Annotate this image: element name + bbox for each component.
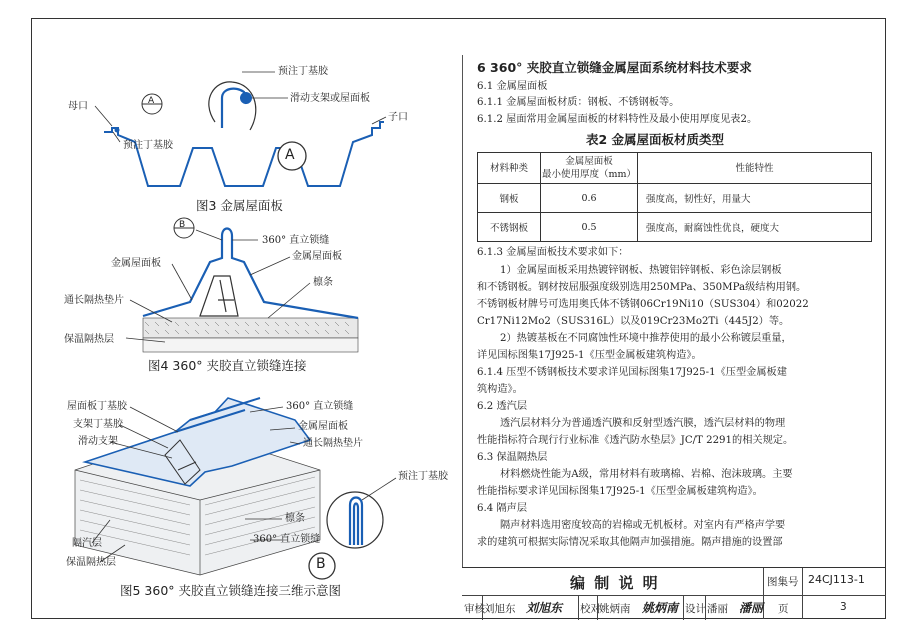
text-line: 2）热镀基板在不同腐蚀性环境中推荐使用的最小公称镀层重量，	[500, 333, 792, 344]
callout-b-fig5-text: B	[316, 556, 326, 572]
label-seam-top-fig5: 360° 直立锁缝	[286, 401, 354, 412]
text-line: 1）金属屋面板采用热镀锌钢板、热镀铝锌钢板、彩色涂层钢板	[500, 265, 782, 276]
label-pad-fig5: 通长隔热垫片	[303, 438, 363, 449]
label-panel-left-fig4: 金属屋面板	[111, 258, 161, 269]
th-thickness-line2: 最小使用厚度（mm）	[541, 169, 637, 180]
label-butyl-left: 预注丁基胶	[123, 140, 173, 151]
callout-b-fig4-text: B	[179, 220, 186, 230]
sheet-title: 编 制 说 明	[570, 574, 660, 592]
cell-thickness: 0.6	[541, 184, 638, 213]
table-header-row	[478, 153, 872, 184]
label-pad-fig4: 通长隔热垫片	[64, 295, 124, 306]
label-panel-fig5: 金属屋面板	[298, 421, 348, 432]
label-male-lip: 子口	[388, 112, 408, 123]
review-label: 审核	[464, 603, 485, 615]
text-line: 6.3 保温隔热层	[477, 452, 548, 463]
checker-signature: 姚炳南	[642, 601, 679, 615]
label-vapor-layer: 隔汽层	[72, 538, 102, 549]
callout-a-small-text: A	[148, 96, 155, 106]
label-panel-butyl: 屋面板丁基胶	[67, 401, 127, 412]
table-title: 表2 金属屋面板材质类型	[586, 132, 725, 147]
text-line: 性能指标符合现行行业标准《透汽防水垫层》JC/T 2291的相关规定。	[477, 435, 794, 446]
text-line: Cr17Ni12Mo2（SUS316L）以及019Cr23Mo2Ti（445J2）等。	[477, 316, 790, 327]
title-block	[462, 567, 886, 619]
figure-4-caption: 图4 360° 夹胶直立锁缝连接	[148, 358, 307, 373]
text-line: 6.1.4 压型不锈钢板技术要求详见国标图集17J925-1《压型金属板建	[477, 367, 787, 378]
text-line: 透汽层材料分为普通透汽膜和反射型透汽膜，透汽层材料的物理	[500, 418, 786, 429]
label-butyl-top: 预注丁基胶	[278, 66, 328, 77]
figure-3-caption: 图3 金属屋面板	[196, 198, 283, 213]
designer-signature: 潘丽	[739, 601, 764, 615]
label-sliding-support: 滑动支架或屋面板	[290, 93, 370, 104]
designer-name: 潘丽	[707, 603, 728, 615]
para-6-1-2: 6.1.2 屋面常用金属屋面板的材料特性及最小使用厚度见表2。	[477, 114, 758, 125]
detail-a-bead	[240, 92, 252, 104]
label-sliding-support-fig5: 滑动支架	[78, 436, 118, 447]
cell-property: 强度高，韧性好，用量大	[638, 184, 872, 213]
label-purlin-fig5: 檩条	[285, 513, 305, 524]
callout-a-big-text: A	[285, 147, 295, 163]
material-table	[477, 152, 872, 242]
bead-dot-left	[115, 128, 120, 133]
cell-type: 不锈钢板	[478, 213, 541, 242]
text-line: 材料燃烧性能为A级，常用材料有玻璃棉、岩棉、泡沫玻璃。主要	[500, 469, 793, 480]
label-insulation-fig5: 保温隔热层	[66, 557, 116, 568]
text-line: 6.4 隔声层	[477, 503, 528, 514]
text-line: 6.2 透汽层	[477, 401, 528, 412]
fig3-leaders	[95, 72, 386, 142]
label-butyl-bead-fig5: 预注丁基胶	[398, 471, 448, 482]
label-purlin-fig4: 檩条	[313, 277, 333, 288]
figure-3-panel-drawing	[104, 122, 384, 186]
reviewer-signature: 刘旭东	[526, 601, 563, 615]
text-line: 和不锈钢板。钢材按屈服强度级别选用250MPa、350MPa级结构用钢。	[477, 282, 807, 293]
label-seam-fig4: 360° 直立锁缝	[262, 235, 330, 246]
text-line: 筑构造》。	[477, 384, 523, 395]
text-line: 求的建筑可根据实际情况采取其他隔声加强措施。隔声措施的设置部	[477, 537, 783, 548]
cell-type: 钢板	[478, 184, 541, 213]
design-label: 设计	[685, 603, 706, 615]
text-line: 性能指标要求详见国标图集17J925-1《压型金属板建筑构造》。	[477, 486, 763, 497]
table-row	[478, 184, 872, 213]
page-number: 3	[840, 601, 847, 613]
th-thickness	[541, 153, 638, 184]
label-insulation-fig4: 保温隔热层	[64, 334, 114, 345]
atlas-number: 24CJ113-1	[808, 573, 865, 586]
label-support-butyl: 支架丁基胶	[73, 419, 123, 430]
th-thickness-line1: 金属屋面板	[565, 156, 613, 167]
text-line: 不锈钢板材牌号可选用奥氏体不锈钢06Cr19Ni10（SUS304）和02022	[477, 299, 809, 310]
atlas-label: 图集号	[767, 576, 799, 588]
cell-property: 强度高，耐腐蚀性优良，硬度大	[638, 213, 872, 242]
th-material: 材料种类	[478, 153, 541, 184]
th-property: 性能特性	[638, 153, 872, 184]
label-seam-bottom-fig5: 360° 直立锁缝	[253, 534, 321, 545]
para-6-1-1: 6.1.1 金属屋面板材质：钢板、不锈钢板等。	[477, 97, 680, 108]
para-6-1: 6.1 金属屋面板	[477, 81, 548, 92]
text-line: 详见国标图集17J925-1《压型金属板建筑构造》。	[477, 350, 702, 361]
label-female-lip: 母口	[68, 101, 88, 112]
figure-5-caption: 图5 360° 夹胶直立锁缝连接三维示意图	[120, 583, 342, 598]
check-label: 校对	[580, 603, 601, 615]
page-label: 页	[778, 603, 789, 615]
table-row	[478, 213, 872, 242]
reviewer-name: 刘旭东	[484, 603, 516, 615]
figure-4-clip	[200, 276, 238, 316]
cell-thickness: 0.5	[541, 213, 638, 242]
checker-name: 姚炳南	[599, 603, 631, 615]
text-line: 隔声材料选用密度较高的岩棉或无机板材。对室内有严格声学要	[500, 520, 786, 531]
text-line: 6.1.3 金属屋面板技术要求如下：	[477, 247, 629, 258]
label-panel-right-fig4: 金属屋面板	[292, 251, 342, 262]
section-heading: 6 360° 夹胶直立锁缝金属屋面系统材料技术要求	[477, 60, 752, 75]
